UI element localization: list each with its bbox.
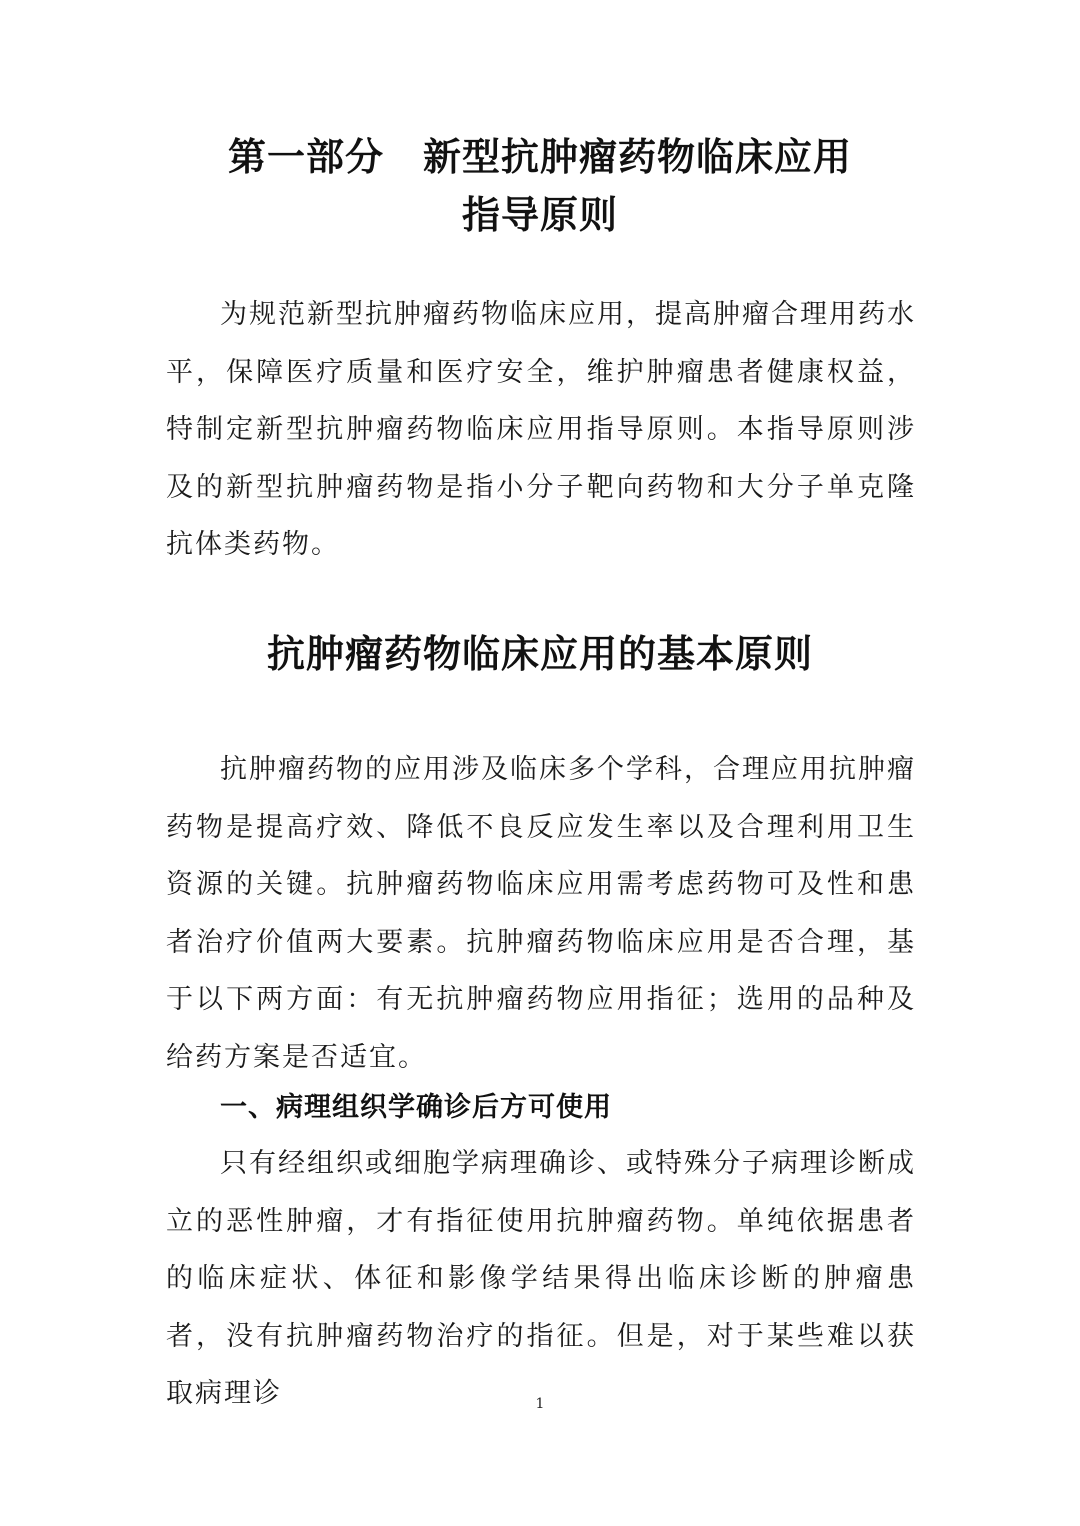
- intro-paragraph: 为规范新型抗肿瘤药物临床应用，提高肿瘤合理用药水平，保障医疗质量和医疗安全，维护肿瘤患者健康权益，特制定新型抗肿瘤药物临床应用指导原则。本指导原则涉及的新型抗肿瘤药物是指小分子靶向药物和大分子单克隆抗体类药物。: [166, 299, 916, 560]
- page-number: 1: [535, 1396, 545, 1412]
- section-title: 抗肿瘤药物临床应用的基本原则: [266, 632, 813, 676]
- subsection-heading: 一、病理组织学确诊后方可使用: [220, 1092, 612, 1123]
- subsection-paragraph: 只有经组织或细胞学病理确诊、或特殊分子病理诊断成立的恶性肿瘤，才有指征使用抗肿瘤药物。单纯依据患者的临床症状、体征和影像学结果得出临床诊断的肿瘤患者，没有抗肿瘤药物治疗的指征。但是，对于某些难以获取病理诊: [166, 1148, 916, 1409]
- title-line-1: 第一部分 新型抗肿瘤药物临床应用: [227, 135, 852, 179]
- title-line-2: 指导原则: [461, 193, 618, 237]
- document-title: [0, 128, 1080, 244]
- section-paragraph: 抗肿瘤药物的应用涉及临床多个学科，合理应用抗肿瘤药物是提高疗效、降低不良反应发生率以及合理利用卫生资源的关键。抗肿瘤药物临床应用需考虑药物可及性和患者治疗价值两大要素。抗肿瘤药物临床应用是否合理，基于以下两方面：有无抗肿瘤药物应用指征；选用的品种及给药方案是否适宜。: [166, 754, 916, 1073]
